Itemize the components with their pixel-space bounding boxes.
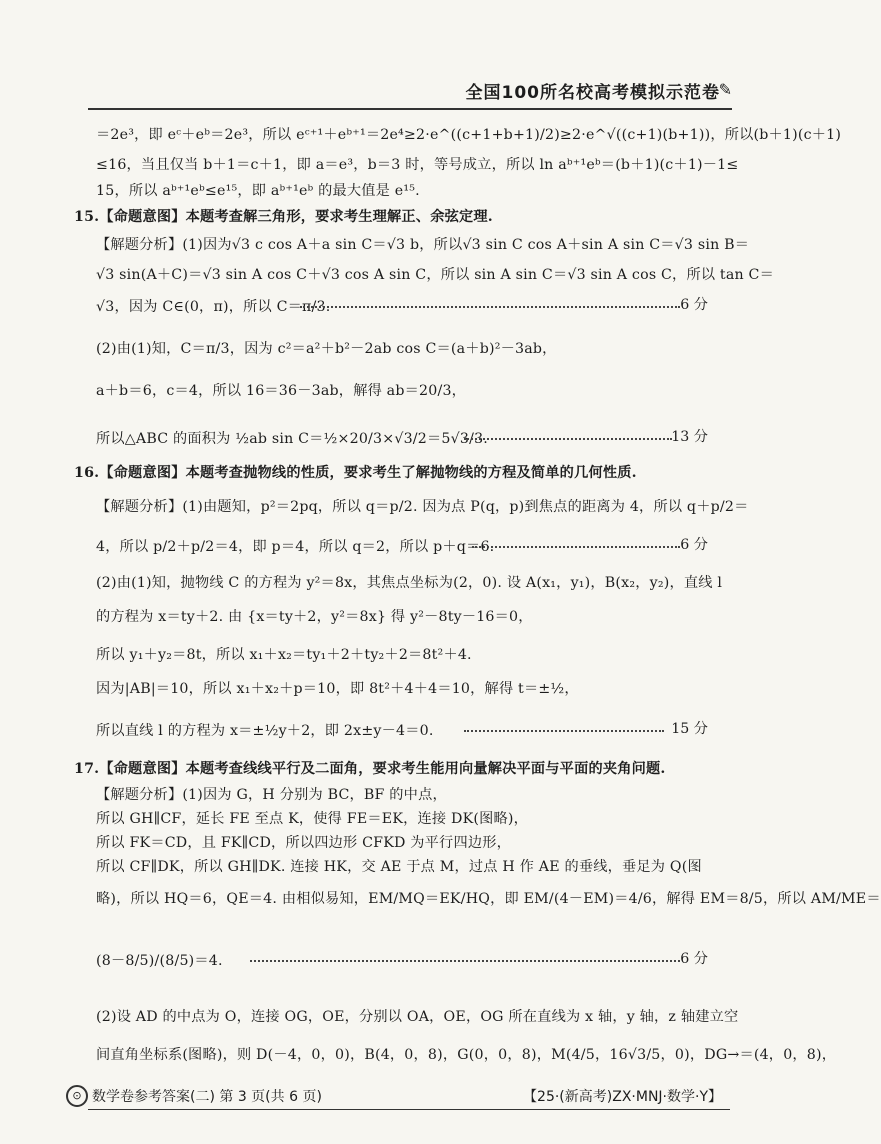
footer-logo-icon: ⊙ [66, 1085, 88, 1107]
text-line: ≤16，当且仅当 b＋1＝c＋1，即 a＝e³，b＝3 时，等号成立，所以 ln aᵇ⁺¹eᵇ＝(b＋1)(c＋1)－1≤ [96, 157, 739, 173]
text-line: 【解题分析】(1)因为√3 c cos A＋a sin C＝√3 b，所以√3 sin C cos A＋sin A sin C＝√3 sin B＝ [96, 237, 750, 253]
question-16-intent: 16.【命题意图】本题考查抛物线的性质，要求考生了解抛物线的方程及简单的几何性质. [74, 465, 637, 481]
text-line: 所以 CF∥DK，所以 GH∥DK. 连接 HK，交 AE 于点 M，过点 H 作 AE 的垂线，垂足为 Q(图 [96, 859, 702, 875]
text-line: 【解题分析】(1)因为 G，H 分别为 BC，BF 的中点， [96, 787, 447, 803]
dot-leader [250, 960, 680, 962]
text-line: (2)设 AD 的中点为 O，连接 OG，OE，分别以 OA，OE，OG 所在直线为 x 轴，y 轴，z 轴建立空 [96, 1009, 739, 1025]
dot-leader [300, 306, 680, 308]
text-line: ＝2e³，即 eᶜ＋eᵇ＝2e³，所以 eᶜ⁺¹＋eᵇ⁺¹＝2e⁴≥2·e^((c+1+b+1)/2)≥2·e^√((c+1)(b+1))，所以(b＋1)(c＋1) [96, 127, 842, 143]
text-line: 4，所以 p/2＋p/2＝4，即 p＝4，所以 q＝2，所以 p＋q＝6. [96, 539, 495, 555]
question-15-intent: 15.【命题意图】本题考查解三角形，要求考生理解正、余弦定理. [74, 209, 493, 225]
score: 6 分 [680, 537, 708, 553]
text-line: a＋b＝6，c＝4，所以 16＝36－3ab，解得 ab＝20/3， [96, 383, 467, 399]
text-line: √3 sin(A＋C)＝√3 sin A cos C＋√3 cos A sin C，所以 sin A sin C＝√3 sin A cos C，所以 tan C＝ [96, 267, 774, 283]
text-line: 略)，所以 HQ＝6，QE＝4. 由相似易知，EM/MQ＝EK/HQ，即 EM/(4－EM)＝4/6，解得 EM＝8/5，所以 AM/ME＝ [96, 891, 881, 907]
text-line: 的方程为 x＝ty＋2. 由 {x＝ty＋2，y²＝8x} 得 y²－8ty－16＝0， [96, 609, 533, 625]
text-line: 15，所以 aᵇ⁺¹eᵇ≤e¹⁵，即 aᵇ⁺¹eᵇ 的最大值是 e¹⁵. [96, 183, 420, 199]
footer-exam-code: 【25·(新高考)ZX·MNJ·数学·Y】 [523, 1089, 722, 1105]
text-line: (2)由(1)知，抛物线 C 的方程为 y²＝8x，其焦点坐标为(2，0). 设 A(x₁，y₁)，B(x₂，y₂)，直线 l [96, 575, 723, 591]
score: 6 分 [680, 297, 708, 313]
text-line: √3，因为 C∈(0，π)，所以 C＝π/3. [96, 299, 331, 315]
header-rule [88, 108, 732, 110]
dot-leader [464, 438, 672, 440]
text-line: 所以△ABC 的面积为 ½ab sin C＝½×20/3×√3/2＝5√3/3. [96, 431, 489, 447]
text-line: 所以 FK＝CD，且 FK∥CD，所以四边形 CFKD 为平行四边形， [96, 835, 511, 851]
dot-leader [472, 546, 680, 548]
text-line: 间直角坐标系(图略)，则 D(－4，0，0)，B(4，0，8)，G(0，0，8)，M(4/5，16√3/5，0)，DG→＝(4，0，8)， [96, 1047, 837, 1063]
text-line: 【解题分析】(1)由题知，p²＝2pq，所以 q＝p/2. 因为点 P(q，p)到焦点的距离为 4，所以 q＋p/2＝ [96, 499, 749, 515]
text-line: (2)由(1)知，C＝π/3，因为 c²＝a²＋b²－2ab cos C＝(a＋b)²－3ab， [96, 341, 557, 357]
footer-page-info: 数学卷参考答案(二) 第 3 页(共 6 页) [92, 1089, 322, 1105]
text-line: (8－8/5)/(8/5)＝4. [96, 953, 223, 969]
text-line: 所以 GH∥CF，延长 FE 至点 K，使得 FE＝EK，连接 DK(图略)， [96, 811, 529, 827]
score: 6 分 [680, 951, 708, 967]
text-line: 所以 y₁＋y₂＝8t，所以 x₁＋x₂＝ty₁＋2＋ty₂＋2＝8t²＋4. [96, 647, 472, 663]
text-line: 所以直线 l 的方程为 x＝±½y＋2，即 2x±y－4＝0. [96, 723, 434, 739]
score: 13 分 [671, 429, 708, 445]
page-header-title: 全国100所名校高考模拟示范卷 [465, 83, 720, 103]
text-line: 因为|AB|＝10，所以 x₁＋x₂＋p＝10，即 8t²＋4＋4＝10，解得 t＝±½， [96, 681, 579, 697]
question-17-intent: 17.【命题意图】本题考查线线平行及二面角，要求考生能用向量解决平面与平面的夹角问题. [74, 761, 666, 777]
dot-leader [464, 730, 664, 732]
header-logo-icon: ✎ [718, 80, 732, 99]
footer-rule [88, 1109, 730, 1110]
score: 15 分 [671, 721, 708, 737]
